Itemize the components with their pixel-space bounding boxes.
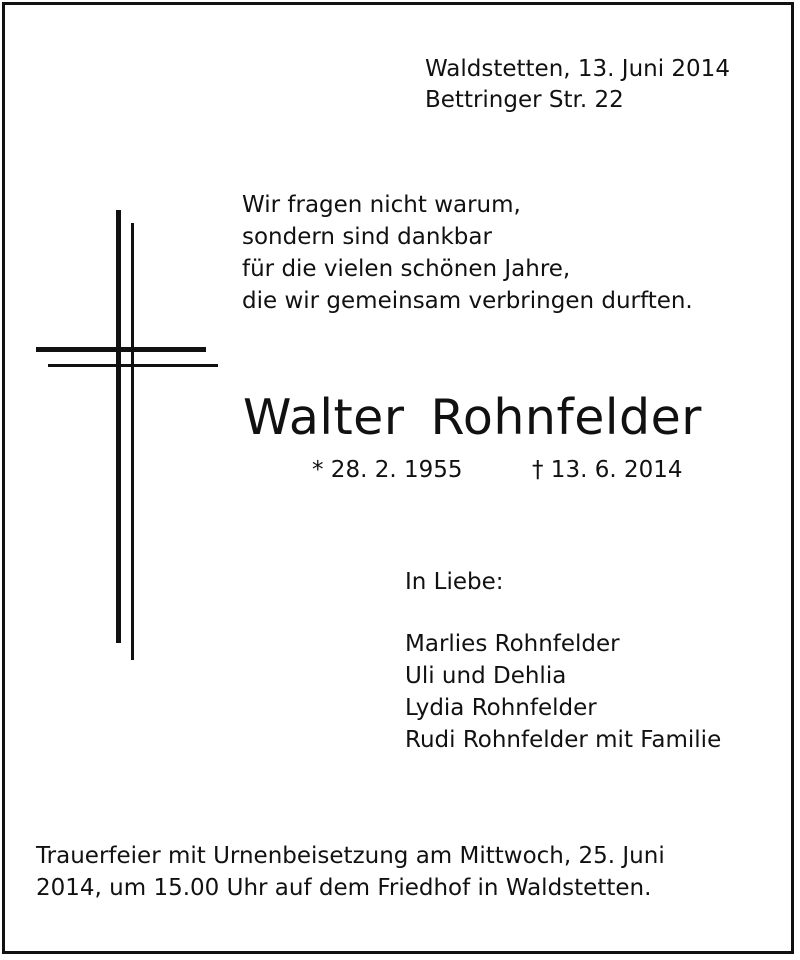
family-intro: In Liebe: — [405, 569, 504, 595]
cross-icon — [30, 205, 230, 665]
verse — [242, 189, 693, 317]
cross-vertical-thin — [131, 223, 134, 660]
family-member: Marlies Rohnfelder — [405, 631, 620, 657]
verse-line: die wir gemeinsam verbringen durften. — [242, 288, 693, 314]
verse-line: sondern sind dankbar — [242, 224, 492, 250]
birth-date: * 28. 2. 1955 — [312, 457, 463, 483]
verse-line: Wir fragen nicht warum, — [242, 192, 521, 218]
verse-line: für die vielen schönen Jahre, — [242, 256, 571, 282]
funeral-info-line: 2014, um 15.00 Uhr auf dem Friedhof in Waldstetten. — [36, 875, 652, 901]
header — [425, 54, 730, 116]
cross-vertical-thick — [116, 210, 121, 643]
family — [405, 566, 721, 756]
death-date: † 13. 6. 2014 — [532, 457, 683, 483]
family-member: Rudi Rohnfelder mit Familie — [405, 727, 722, 753]
funeral-info-line: Trauerfeier mit Urnenbeisetzung am Mittwoch, 25. Juni — [36, 843, 665, 869]
family-member: Uli und Dehlia — [405, 663, 567, 689]
deceased-name: Walter Rohnfelder — [243, 389, 702, 446]
family-member: Lydia Rohnfelder — [405, 695, 597, 721]
place-date: Waldstetten, 13. Juni 2014 — [425, 56, 730, 82]
address: Bettringer Str. 22 — [425, 87, 624, 113]
funeral-info — [36, 840, 665, 904]
cross-horizontal-thick — [36, 347, 206, 352]
cross-horizontal-thin — [48, 364, 218, 367]
